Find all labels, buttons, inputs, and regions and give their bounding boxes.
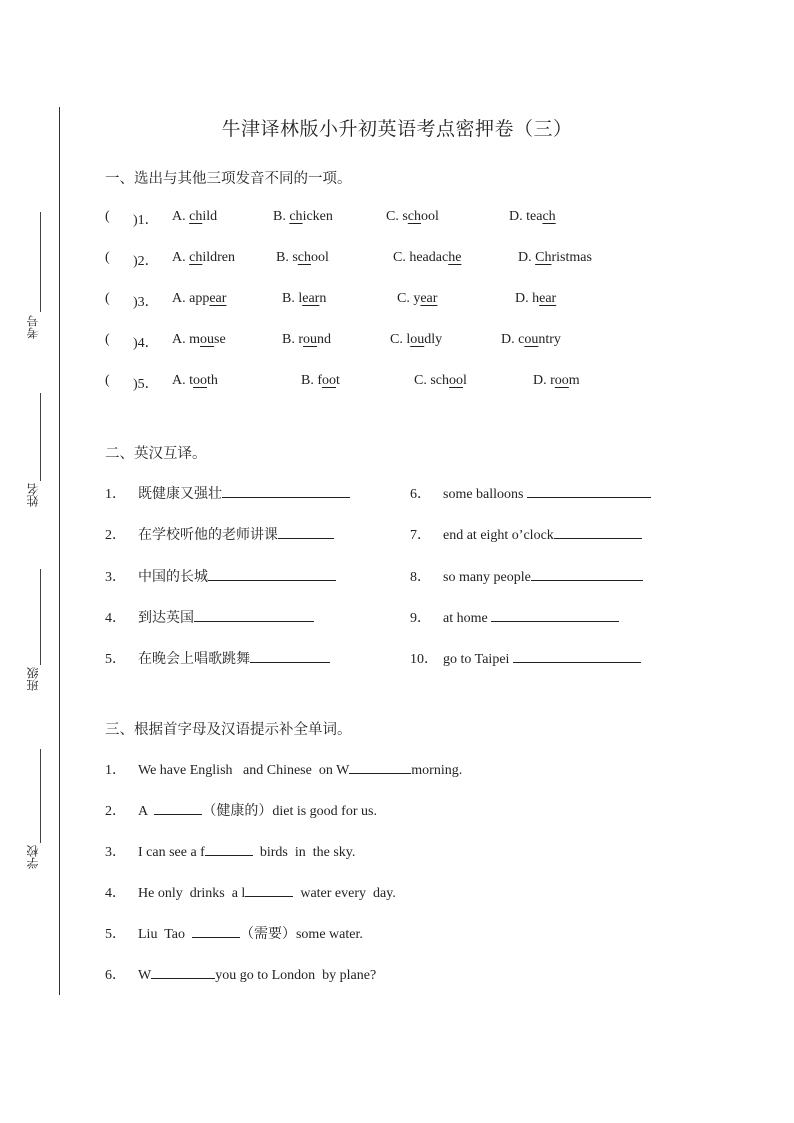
option-underlined-letters: Ch <box>535 250 552 265</box>
answer-slot[interactable] <box>113 250 133 268</box>
option <box>501 332 561 348</box>
option <box>414 373 467 389</box>
item-number: 2． <box>105 804 126 819</box>
option-letter: C. <box>386 209 399 224</box>
exam-number-field <box>26 212 44 347</box>
option-letter: A. <box>172 250 186 265</box>
option-letter: C. <box>393 250 406 265</box>
option-word-end: ildren <box>202 250 235 265</box>
option-letter: C. <box>397 291 410 306</box>
option-word-start: l <box>406 332 411 347</box>
option-word-start: s <box>402 209 408 224</box>
option <box>390 332 442 348</box>
option-word-start: h <box>532 291 540 306</box>
item-number: 3． <box>105 570 126 585</box>
item-number: 8． <box>410 570 431 585</box>
section3-heading: 三、根据首字母及汉语提示补全单词。 <box>105 722 352 738</box>
option-letter: B. <box>273 209 286 224</box>
option <box>515 291 556 307</box>
answer-paren-open: ( <box>105 332 110 347</box>
option-word-end: t <box>336 373 340 388</box>
option-word-start: app <box>189 291 210 306</box>
answer-blank[interactable] <box>192 923 240 938</box>
option-underlined-letters: ear <box>539 291 557 306</box>
option-underlined-letters: ou <box>410 332 425 347</box>
option-word-end: nd <box>317 332 332 347</box>
sentence-start: A <box>138 804 155 819</box>
option-word-end: th <box>207 373 218 388</box>
option <box>273 209 333 225</box>
option-word-start: sch <box>430 373 450 388</box>
chinese-phrase: 既健康又强壮 <box>138 486 222 502</box>
answer-blank[interactable] <box>154 800 202 815</box>
option-word-end: ool <box>311 250 329 265</box>
sentence <box>138 800 377 820</box>
item-number: 1． <box>105 763 126 778</box>
item-number: 4． <box>105 611 126 626</box>
item-number: 2． <box>105 528 126 543</box>
answer-blank[interactable] <box>491 607 619 622</box>
answer-blank[interactable] <box>222 483 350 498</box>
chinese-phrase: 在学校听他的老师讲课 <box>138 527 278 543</box>
option-letter: C. <box>390 332 403 347</box>
sentence-start: We have English and Chinese on W <box>138 763 350 778</box>
option <box>301 373 340 389</box>
question-row <box>0 373 794 393</box>
option-word-end: icken <box>302 209 333 224</box>
answer-paren-open: ( <box>105 250 110 265</box>
option-word-start: r <box>550 373 555 388</box>
option-underlined-letters: ear <box>420 291 438 306</box>
option-underlined-letters: ch <box>289 209 303 224</box>
sentence-start: W <box>138 968 152 983</box>
item-number: 5． <box>105 927 126 942</box>
exam-title: 牛津译林版小升初英语考点密押卷（三） <box>221 118 573 140</box>
section2-heading: 二、英汉互译。 <box>105 446 207 462</box>
item-number: 1． <box>105 487 126 502</box>
answer-blank[interactable] <box>151 964 215 979</box>
option-word-end: l <box>463 373 467 388</box>
option-letter: D. <box>509 209 523 224</box>
option-underlined-letters: ear <box>209 291 227 306</box>
option-word-end: ristmas <box>551 250 592 265</box>
option-letter: A. <box>172 291 186 306</box>
option-underlined-letters: ou <box>303 332 318 347</box>
option-word-start: headac <box>409 250 449 265</box>
answer-blank[interactable] <box>278 524 334 539</box>
section1-heading: 一、选出与其他三项发音不同的一项。 <box>105 171 352 187</box>
sentence <box>138 882 396 902</box>
option-word-start: tea <box>526 209 543 224</box>
option-word-start: f <box>317 373 323 388</box>
option <box>276 250 329 266</box>
answer-slot[interactable] <box>113 291 133 309</box>
option <box>397 291 437 307</box>
sentence-end: you go to London by plane? <box>215 968 377 983</box>
class-label: 班级 <box>26 667 40 691</box>
question-number: )3． <box>133 295 159 310</box>
translation-item <box>138 607 314 627</box>
question-number: )1． <box>133 213 159 228</box>
option-underlined-letters: ou <box>200 332 215 347</box>
answer-blank[interactable] <box>205 841 253 856</box>
question-row <box>0 332 794 352</box>
option-underlined-letters: oo <box>449 373 464 388</box>
english-phrase: at home <box>443 611 492 626</box>
translation-row <box>0 607 794 627</box>
sentence-start: He only drinks a l <box>138 886 246 901</box>
translation-row <box>0 483 794 503</box>
option-word-start: s <box>292 250 298 265</box>
item-number: 6． <box>410 487 431 502</box>
translation-item <box>443 483 651 503</box>
exam-number-label: 考号 <box>26 315 40 339</box>
sentence-start: I can see a f <box>138 845 205 860</box>
item-number: 5． <box>105 652 126 667</box>
option-letter: C. <box>414 373 427 388</box>
question-row <box>0 291 794 311</box>
name-blank <box>40 393 41 481</box>
name-label: 姓名 <box>26 483 40 507</box>
item-number: 6． <box>105 968 126 983</box>
option-letter: B. <box>282 291 295 306</box>
option-word-end: n <box>319 291 327 306</box>
sentence-end: birds in the sky. <box>252 845 356 860</box>
option-letter: A. <box>172 332 186 347</box>
option <box>386 209 439 225</box>
fill-in-row <box>0 841 794 861</box>
translation-item <box>138 648 330 668</box>
option-letter: B. <box>276 250 289 265</box>
answer-blank[interactable] <box>554 524 642 539</box>
option-letter: D. <box>533 373 547 388</box>
sentence-end: （健康的）diet is good for us. <box>202 804 377 819</box>
option-word-start: r <box>298 332 304 347</box>
option <box>172 332 226 348</box>
answer-blank[interactable] <box>349 759 411 774</box>
translation-item <box>443 607 619 627</box>
answer-blank[interactable] <box>194 607 314 622</box>
option-letter: B. <box>301 373 314 388</box>
sentence <box>138 841 355 861</box>
option-underlined-letters: ch <box>297 250 312 265</box>
option-underlined-letters: ear <box>302 291 320 306</box>
answer-slot[interactable] <box>113 373 133 391</box>
answer-paren-open: ( <box>105 209 110 224</box>
sentence <box>138 759 462 779</box>
class-field <box>26 569 44 697</box>
option-letter: A. <box>172 209 186 224</box>
translation-row <box>0 524 794 544</box>
option <box>172 373 218 389</box>
option-underlined-letters: ch <box>407 209 422 224</box>
option <box>172 250 235 266</box>
english-phrase: go to Taipei <box>443 652 513 667</box>
translation-item <box>443 566 643 586</box>
option-word-start: l <box>298 291 303 306</box>
option-word-end: se <box>214 332 226 347</box>
answer-paren-open: ( <box>105 373 110 388</box>
item-number: 3． <box>105 845 126 860</box>
item-number: 10． <box>410 652 438 667</box>
answer-blank[interactable] <box>527 483 651 498</box>
option <box>172 209 217 225</box>
english-phrase: some balloons <box>443 487 527 502</box>
option-underlined-letters: oo <box>322 373 337 388</box>
item-number: 9． <box>410 611 431 626</box>
option-word-end: ntry <box>538 332 561 347</box>
question-row <box>0 209 794 229</box>
answer-blank[interactable] <box>250 648 330 663</box>
answer-paren-open: ( <box>105 291 110 306</box>
translation-row <box>0 648 794 668</box>
answer-blank[interactable] <box>513 648 641 663</box>
fill-in-row <box>0 800 794 820</box>
option-word-start: y <box>413 291 421 306</box>
answer-blank[interactable] <box>245 882 293 897</box>
option-underlined-letters: ch <box>542 209 556 224</box>
school-label: 学校 <box>26 845 40 869</box>
option-word-start: c <box>518 332 525 347</box>
option-underlined-letters: ou <box>524 332 539 347</box>
option-letter: B. <box>282 332 295 347</box>
option-underlined-letters: oo <box>554 373 569 388</box>
option <box>533 373 580 389</box>
fill-in-row <box>0 882 794 902</box>
question-row <box>0 250 794 270</box>
option-word-end: ool <box>421 209 439 224</box>
binding-line <box>59 107 60 995</box>
english-phrase: so many people <box>443 570 531 585</box>
english-phrase: end at eight o’clock <box>443 528 554 543</box>
item-number: 4． <box>105 886 126 901</box>
fill-in-row <box>0 964 794 984</box>
sentence-end: water every day. <box>293 886 396 901</box>
item-number: 7． <box>410 528 431 543</box>
question-number: )2． <box>133 254 159 269</box>
option-letter: A. <box>172 373 186 388</box>
option-underlined-letters: ch <box>189 250 203 265</box>
option <box>172 291 226 307</box>
translation-item <box>138 566 336 586</box>
chinese-phrase: 在晚会上唱歌跳舞 <box>138 651 250 667</box>
question-number: )5． <box>133 377 159 392</box>
fill-in-row <box>0 759 794 779</box>
option <box>393 250 461 266</box>
answer-slot[interactable] <box>113 332 133 350</box>
option <box>282 332 331 348</box>
option-underlined-letters: he <box>448 250 462 265</box>
chinese-phrase: 到达英国 <box>138 610 194 626</box>
option-word-end: ild <box>202 209 218 224</box>
translation-item <box>138 483 350 503</box>
option-word-end: m <box>568 373 580 388</box>
answer-slot[interactable] <box>113 209 133 227</box>
translation-row <box>0 566 794 586</box>
translation-item <box>443 524 642 544</box>
chinese-phrase: 中国的长城 <box>138 569 208 585</box>
sentence <box>138 964 376 984</box>
translation-item <box>138 524 334 544</box>
translation-item <box>443 648 641 668</box>
sentence-end: morning. <box>411 763 463 778</box>
sentence-start: Liu Tao <box>138 927 192 942</box>
option <box>518 250 592 266</box>
sentence <box>138 923 363 943</box>
option-underlined-letters: ch <box>189 209 203 224</box>
answer-blank[interactable] <box>208 566 336 581</box>
option-underlined-letters: oo <box>193 373 208 388</box>
option-letter: D. <box>518 250 532 265</box>
option-word-end: dly <box>424 332 443 347</box>
question-number: )4． <box>133 336 159 351</box>
fill-in-row <box>0 923 794 943</box>
option <box>509 209 556 225</box>
option-word-start: t <box>189 373 194 388</box>
sentence-end: （需要）some water. <box>239 927 363 942</box>
option <box>282 291 326 307</box>
option-letter: D. <box>501 332 515 347</box>
option-letter: D. <box>515 291 529 306</box>
option-word-start: m <box>189 332 201 347</box>
answer-blank[interactable] <box>531 566 643 581</box>
